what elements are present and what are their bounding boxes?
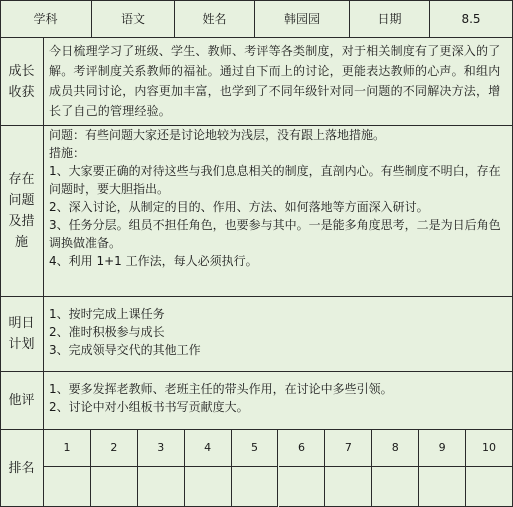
plan-content [44, 297, 513, 372]
issues-label: 存在问题及措施 [0, 126, 44, 297]
rank-number-cell: 8 [372, 430, 419, 467]
date-label: 日期 [350, 0, 430, 38]
rank-number-cell: 2 [91, 430, 138, 467]
plan-line: 2、准时积极参与成长 [49, 325, 165, 339]
rank-entry-cell [419, 467, 466, 507]
rank-entry-cell [44, 467, 91, 507]
issue-line: 措施： [49, 146, 86, 160]
date-value: 8.5 [430, 0, 513, 38]
issue-line: 4、利用 1+1 工作法，每人必须执行。 [49, 254, 258, 268]
growth-content [44, 38, 513, 126]
rank-entry-cell [138, 467, 185, 507]
name-value: 韩园园 [255, 0, 350, 38]
rank-entry-cell [466, 467, 513, 507]
ranking-label: 排名 [0, 430, 44, 507]
issue-line: 1、大家要正确的对待这些与我们息息相关的制度，直剖内心。有些制度不明白，存在问题时，要大胆指出。 [49, 164, 501, 196]
review-label: 他评 [0, 372, 44, 430]
review-line: 2、讨论中对小组板书书写贡献度大。 [49, 400, 249, 414]
plan-line: 3、完成领导交代的其他工作 [49, 343, 201, 357]
rank-number-cell: 4 [185, 430, 232, 467]
rank-number-cell: 6 [279, 430, 326, 467]
growth-label: 成长收获 [0, 38, 44, 126]
review-line: 1、要多发挥老教师、老班主任的带头作用，在讨论中多些引领。 [49, 382, 393, 396]
rank-number-cell: 5 [232, 430, 279, 467]
rank-entry-cell [185, 467, 232, 507]
plan-label: 明日计划 [0, 297, 44, 372]
rank-entry-cell [91, 467, 138, 507]
plan-line: 1、按时完成上课任务 [49, 307, 165, 321]
subject-label: 学科 [0, 0, 92, 38]
issue-line: 3、任务分层。组员不担任角色，也要参与其中。一是能多角度思考，二是为日后角色调换做准备。 [49, 218, 501, 250]
subject-value: 语文 [92, 0, 175, 38]
rank-number-cell: 10 [466, 430, 513, 467]
issue-line: 2、深入讨论，从制定的目的、作用、方法、如何落地等方面深入研讨。 [49, 200, 429, 214]
rank-entry-cell [325, 467, 372, 507]
review-content [44, 372, 513, 430]
rank-entry-cell [279, 467, 326, 507]
rank-entry-cell [372, 467, 419, 507]
growth-text: 今日梳理学习了班级、学生、教师、考评等各类制度，对于相关制度有了更深入的了解。考评制度关系教师的福祉。通过自下而上的讨论，更能表达教师的心声。和组内成员共同讨论，内容更加丰富，也学到了不同年级针对同一问题的不同解决方法，增长了自己的管理经验。 [49, 44, 501, 118]
name-label: 姓名 [175, 0, 255, 38]
rank-entry-cell [232, 467, 279, 507]
rank-number-cell: 7 [325, 430, 372, 467]
rank-number-cell: 3 [138, 430, 185, 467]
rank-number-cell: 1 [44, 430, 91, 467]
rank-number-cell: 9 [419, 430, 466, 467]
issue-line: 问题：有些问题大家还是讨论地较为浅层，没有跟上落地措施。 [49, 128, 386, 142]
issues-content [44, 126, 513, 297]
